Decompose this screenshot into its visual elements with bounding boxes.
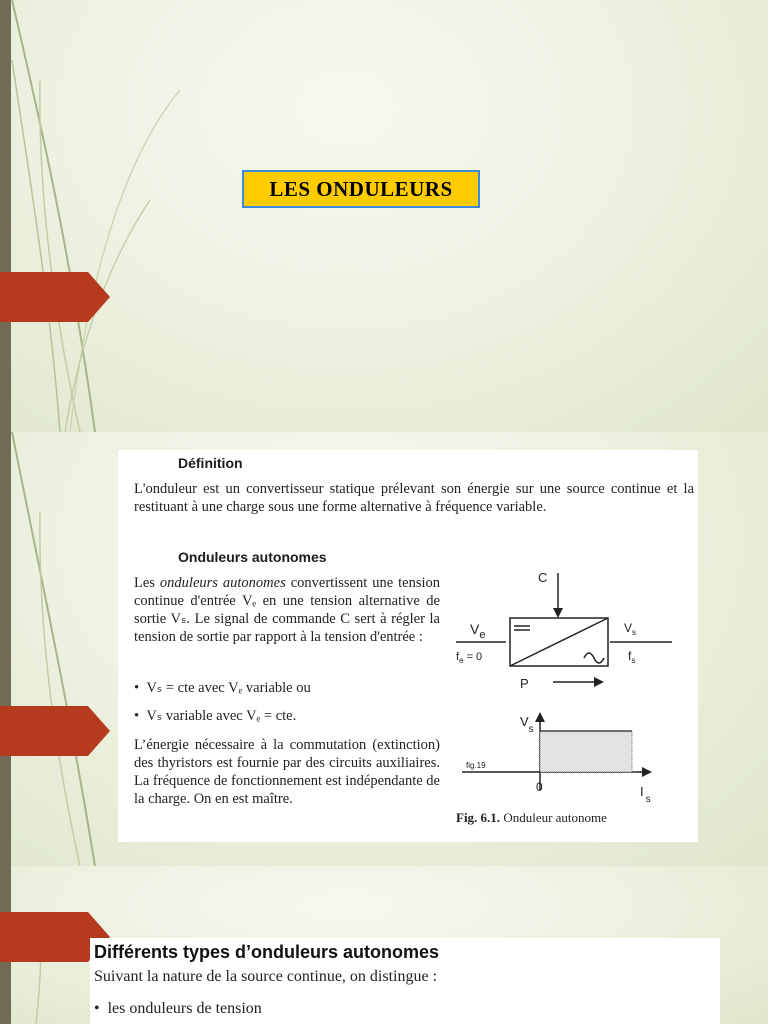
section-subtitle: Suivant la nature de la source continue, on distingue : [94, 968, 438, 985]
axis-v-label: $V_s$ [520, 714, 534, 735]
origin-label: 0 [536, 780, 543, 794]
inverter-diagram [448, 568, 698, 818]
bullet-item-2: • Vₛ variable avec Vₑ = cte. [134, 708, 297, 724]
slide-title: LES ONDULEURS [242, 170, 480, 208]
document-image [118, 450, 698, 842]
label-fs: $f_s$ [628, 649, 636, 665]
bullet-item-1: • les onduleurs de tension [94, 1000, 262, 1017]
decorative-stems-icon [0, 432, 120, 866]
label-ve: $V_e$ [470, 621, 486, 641]
slide-3 [0, 866, 768, 1024]
label-c: C [538, 570, 548, 585]
figure-caption: Fig. 6.1. Onduleur autonome [456, 810, 607, 825]
document-image [90, 938, 720, 1024]
fig-ref-label: fig.19 [466, 761, 486, 770]
label-vs: $V_s$ [624, 621, 637, 637]
axis-i-label: $I_s$ [640, 784, 651, 805]
slide-1 [0, 0, 768, 432]
definition-heading: Définition [178, 455, 243, 471]
autonomes-text: Les onduleurs autonomes convertissent une tension continue d'entrée Vₑ en une tension alternative de sortie Vₛ. Le signal de commande C sert à régler la tension de sortie par rapport à la tension d'entrée : [134, 575, 440, 645]
label-fe0: $f_e = 0$ [456, 651, 483, 665]
energy-text: L’énergie nécessaire à la commutation (extinction) des thyristors est fournie par des circuits auxiliaires. La fréquence de fonctionnement est indépendante de la charge. On en est maître. [134, 737, 440, 807]
autonomes-heading: Onduleurs autonomes [178, 549, 327, 565]
slide-arrow-marker [0, 706, 110, 756]
slide-2 [0, 432, 768, 866]
definition-text: L'onduleur est un convertisseur statique prélevant son énergie sur une source continue et la restituant à une charge sous une forme alternative à fréquence variable. [134, 481, 694, 515]
decorative-stems-icon [0, 0, 200, 432]
bullet-item-1: • Vₛ = cte avec Vₑ variable ou [134, 680, 311, 696]
section-title: Différents types d’onduleurs autonomes [94, 942, 440, 962]
label-p: P [520, 676, 529, 691]
slide-arrow-marker [0, 272, 110, 322]
